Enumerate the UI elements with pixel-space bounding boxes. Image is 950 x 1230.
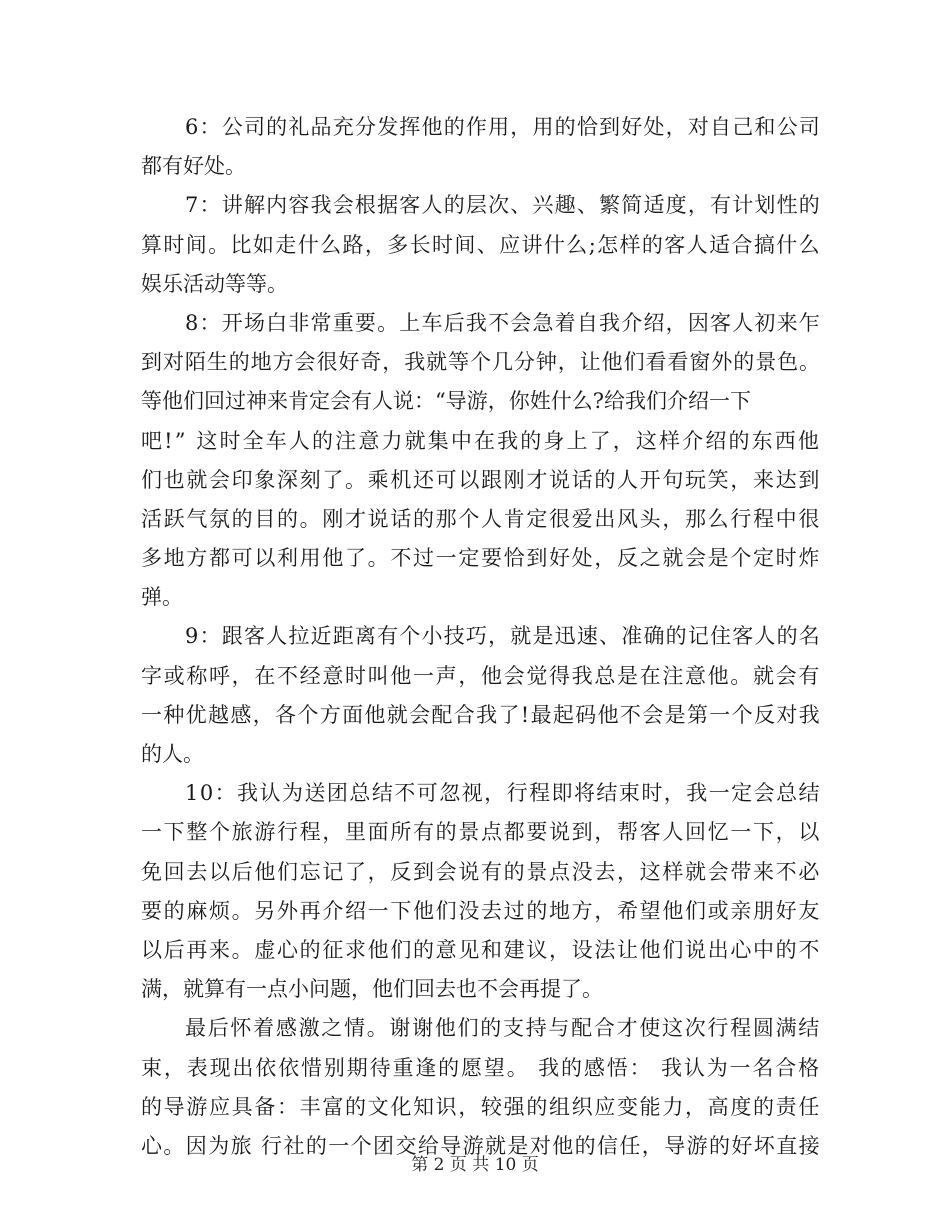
text-line: 要的麻烦。另外再介绍一下他们没去过的地方，希望他们或亲朋好友 [141, 898, 821, 923]
body-text [141, 108, 821, 1166]
text-line: 娱乐活动等等。 [141, 271, 288, 296]
text-line: 9：跟客人拉近距离有个小技巧，就是迅速、准确的记住客人的名 [185, 624, 821, 649]
text-line: 到对陌生的地方会很好奇，我就等个几分钟，让他们看看窗外的景色。 [141, 350, 821, 375]
text-line: 以后再来。虚心的征求他们的意见和建议，设法让他们说出心中的不 [141, 937, 821, 962]
text-line: 心。因为旅 行社的一个团交给导游就是对他的信任，导游的好坏直接 [141, 1133, 821, 1158]
text-line: 多地方都可以利用他了。不过一定要恰到好处，反之就会是个定时炸 [141, 546, 821, 571]
page-footer: 第 2 页 共 10 页 [411, 1155, 539, 1175]
text-line: 一下整个旅游行程，里面所有的景点都要说到，帮客人回忆一下，以 [141, 820, 821, 845]
text-line: 免回去以后他们忘记了，反到会说有的景点没去，这样就会带来不必 [141, 859, 821, 884]
text-line: 弹。 [141, 585, 183, 610]
text-line: 算时间。比如走什么路，多长时间、应讲什么;怎样的客人适合搞什么 [141, 232, 821, 257]
text-line: 一种优越感，各个方面他就会配合我了!最起码他不会是第一个反对我 [141, 702, 821, 727]
text-line: 都有好处。 [141, 154, 246, 179]
text-line: 满，就算有一点小问题，他们回去也不会再提了。 [141, 977, 603, 1002]
text-line: 10：我认为送团总结不可忽视，行程即将结束时，我一定会总结 [185, 781, 821, 806]
text-line: 的导游应具备：丰富的文化知识，较强的组织应变能力，高度的责任 [141, 1094, 821, 1119]
text-line: 束，表现出依依惜别期待重逢的愿望。 我的感悟： 我认为一名合格 [141, 1055, 821, 1080]
text-line: 最后怀着感激之情。谢谢他们的支持与配合才使这次行程圆满结 [185, 1016, 821, 1041]
text-line: 的人。 [141, 742, 204, 766]
text-line: 6：公司的礼品充分发挥他的作用，用的恰到好处，对自己和公司 [185, 115, 821, 139]
text-line: 吧!” 这时全车人的注意力就集中在我的身上了，这样介绍的东西他 [141, 428, 821, 453]
text-line: 活跃气氛的目的。刚才说话的那个人肯定很爱出风头，那么行程中很 [141, 506, 821, 531]
text-line: 们也就会印象深刻了。乘机还可以跟刚才说话的人开句玩笑，来达到 [141, 467, 821, 492]
text-line: 等他们回过神来肯定会有人说：“导游，你姓什么?给我们介绍一下 [141, 389, 751, 414]
text-line: 8：开场白非常重要。上车后我不会急着自我介绍，因客人初来乍 [185, 310, 821, 335]
text-line: 字或称呼，在不经意时叫他一声，他会觉得我总是在注意他。就会有 [141, 663, 821, 688]
text-line: 7：讲解内容我会根据客人的层次、兴趣、繁简适度，有计划性的 [185, 193, 821, 218]
